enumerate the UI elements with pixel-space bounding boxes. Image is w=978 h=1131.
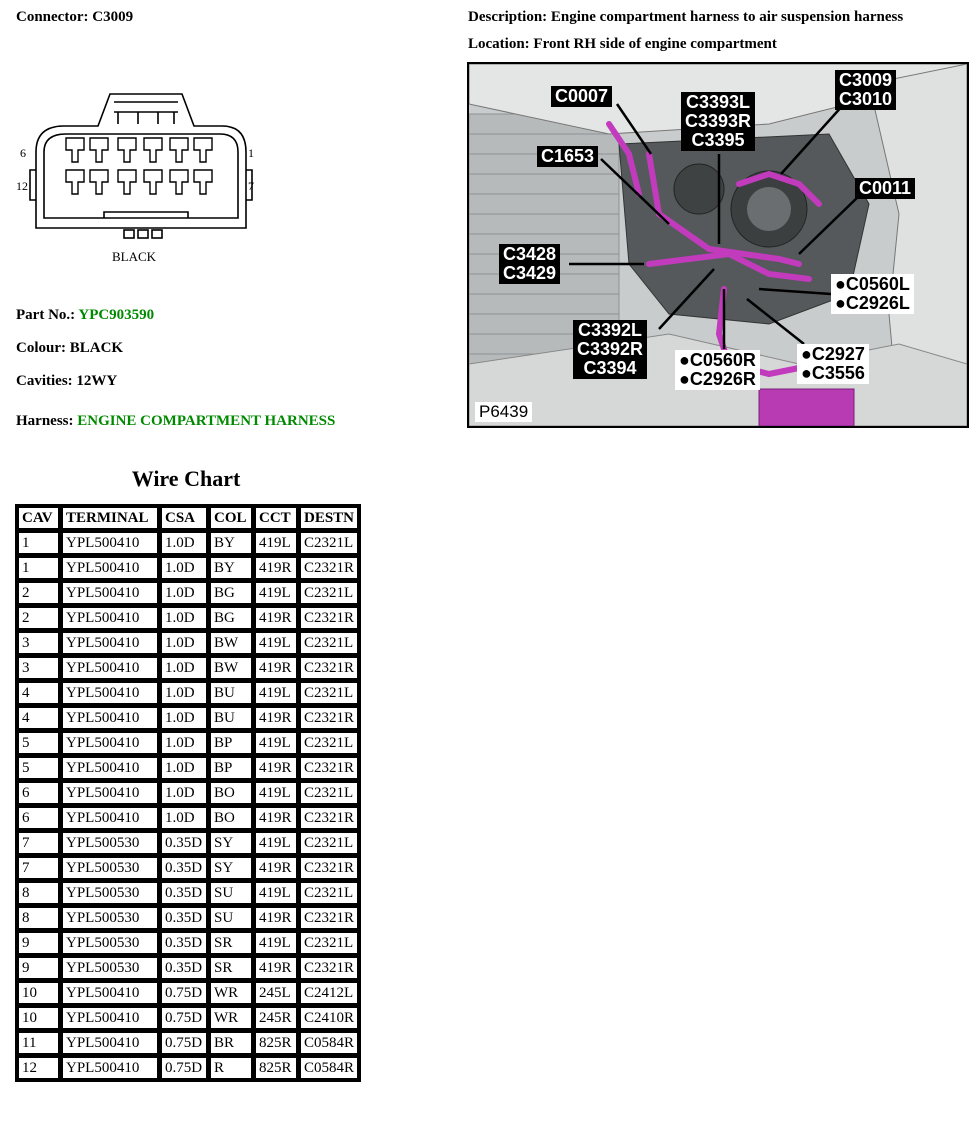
table-row <box>18 882 358 904</box>
table-row <box>18 782 358 804</box>
table-cell-destn: C2412L <box>300 982 358 1004</box>
table-cell-col: BU <box>210 682 252 704</box>
table-cell-terminal: YPL500410 <box>62 557 158 579</box>
table-cell-cav: 5 <box>18 757 59 779</box>
table-cell-cav: 7 <box>18 857 59 879</box>
table-cell-terminal: YPL500410 <box>62 707 158 729</box>
table-cell-destn: C2321R <box>300 557 358 579</box>
table-row <box>18 582 358 604</box>
table-row <box>18 832 358 854</box>
table-cell-cav: 1 <box>18 557 59 579</box>
table-cell-col: R <box>210 1057 252 1079</box>
table-row <box>18 957 358 979</box>
table-cell-destn: C2410R <box>300 1007 358 1029</box>
header-terminal: TERMINAL <box>62 507 158 529</box>
table-cell-cct: 825R <box>255 1057 297 1079</box>
table-cell-terminal: YPL500410 <box>62 782 158 804</box>
location-line <box>468 36 777 53</box>
table-cell-col: SR <box>210 932 252 954</box>
table-cell-terminal: YPL500410 <box>62 657 158 679</box>
table-row <box>18 732 358 754</box>
table-cell-cav: 8 <box>18 907 59 929</box>
connector-face-drawing <box>14 90 254 270</box>
table-cell-cct: 419L <box>255 532 297 554</box>
table-cell-destn: C2321R <box>300 857 358 879</box>
table-cell-destn: C2321L <box>300 932 358 954</box>
table-cell-cct: 419L <box>255 832 297 854</box>
table-cell-col: BR <box>210 1032 252 1054</box>
table-cell-destn: C2321R <box>300 757 358 779</box>
wire-chart-title: Wire Chart <box>131 466 241 491</box>
table-cell-col: BG <box>210 582 252 604</box>
table-cell-cav: 9 <box>18 957 59 979</box>
table-cell-csa: 0.35D <box>161 832 207 854</box>
pin-label-6: 6 <box>20 146 26 160</box>
table-cell-cct: 419R <box>255 607 297 629</box>
callout-c0560r-group: ●C0560R ●C2926R <box>675 350 760 390</box>
table-cell-terminal: YPL500410 <box>62 532 158 554</box>
table-cell-terminal: YPL500530 <box>62 832 158 854</box>
table-row <box>18 982 358 1004</box>
part-number-line <box>16 307 154 324</box>
table-cell-cct: 419L <box>255 732 297 754</box>
table-cell-csa: 1.0D <box>161 757 207 779</box>
header-col: COL <box>210 507 252 529</box>
table-cell-cct: 419L <box>255 682 297 704</box>
table-cell-cav: 7 <box>18 832 59 854</box>
location-value: Front RH side of engine compartment <box>533 36 777 52</box>
table-cell-cav: 9 <box>18 932 59 954</box>
table-cell-csa: 1.0D <box>161 807 207 829</box>
table-cell-col: BP <box>210 757 252 779</box>
colour-value: BLACK <box>69 340 124 356</box>
table-cell-destn: C2321R <box>300 807 358 829</box>
table-cell-cav: 3 <box>18 657 59 679</box>
table-cell-cav: 4 <box>18 707 59 729</box>
colour-line <box>16 340 123 357</box>
table-cell-terminal: YPL500410 <box>62 632 158 654</box>
table-cell-col: SY <box>210 857 252 879</box>
table-cell-csa: 1.0D <box>161 557 207 579</box>
table-row <box>18 557 358 579</box>
location-label: Location: <box>468 36 530 52</box>
table-cell-cav: 5 <box>18 732 59 754</box>
table-cell-csa: 1.0D <box>161 782 207 804</box>
callout-c3392-group: C3392L C3392R C3394 <box>573 320 647 379</box>
table-row <box>18 682 358 704</box>
table-cell-cav: 2 <box>18 607 59 629</box>
table-row <box>18 707 358 729</box>
wire-chart-table <box>15 504 361 1082</box>
callout-c3428-group: C3428 C3429 <box>499 244 560 284</box>
table-cell-csa: 0.75D <box>161 1007 207 1029</box>
callout-c3009-group: C3009 C3010 <box>835 70 896 110</box>
table-cell-cct: 825R <box>255 1032 297 1054</box>
table-cell-cct: 419L <box>255 582 297 604</box>
table-cell-csa: 0.75D <box>161 982 207 1004</box>
table-cell-csa: 0.35D <box>161 957 207 979</box>
table-cell-col: WR <box>210 1007 252 1029</box>
table-cell-cct: 419L <box>255 882 297 904</box>
table-cell-terminal: YPL500410 <box>62 1057 158 1079</box>
table-cell-csa: 1.0D <box>161 532 207 554</box>
table-cell-destn: C2321L <box>300 832 358 854</box>
table-cell-cct: 245R <box>255 1007 297 1029</box>
table-cell-destn: C2321L <box>300 532 358 554</box>
table-cell-cct: 419R <box>255 807 297 829</box>
table-cell-terminal: YPL500410 <box>62 807 158 829</box>
table-cell-col: BO <box>210 807 252 829</box>
table-cell-terminal: YPL500530 <box>62 957 158 979</box>
table-cell-destn: C2321R <box>300 957 358 979</box>
table-cell-terminal: YPL500530 <box>62 882 158 904</box>
table-cell-col: BW <box>210 632 252 654</box>
figure-id: P6439 <box>475 402 532 422</box>
table-cell-csa: 1.0D <box>161 682 207 704</box>
table-cell-cav: 8 <box>18 882 59 904</box>
callout-c1653: C1653 <box>537 146 598 167</box>
table-cell-col: BO <box>210 782 252 804</box>
description-line <box>468 9 903 26</box>
table-cell-destn: C2321L <box>300 582 358 604</box>
table-cell-cct: 419R <box>255 557 297 579</box>
table-cell-destn: C2321R <box>300 607 358 629</box>
table-cell-cct: 419R <box>255 907 297 929</box>
table-row <box>18 857 358 879</box>
table-cell-destn: C2321L <box>300 732 358 754</box>
table-cell-csa: 1.0D <box>161 582 207 604</box>
table-row <box>18 1007 358 1029</box>
table-cell-csa: 0.75D <box>161 1057 207 1079</box>
callout-c0011: C0011 <box>855 178 915 199</box>
table-cell-col: BY <box>210 557 252 579</box>
table-cell-csa: 0.35D <box>161 857 207 879</box>
callout-c2927-group: ●C2927 ●C3556 <box>797 344 869 384</box>
table-cell-destn: C2321L <box>300 632 358 654</box>
header-csa: CSA <box>161 507 207 529</box>
table-cell-terminal: YPL500410 <box>62 732 158 754</box>
table-cell-csa: 1.0D <box>161 732 207 754</box>
table-cell-col: SY <box>210 832 252 854</box>
wire-chart-header-row <box>18 507 358 529</box>
table-row <box>18 807 358 829</box>
table-cell-destn: C0584R <box>300 1032 358 1054</box>
table-cell-col: BY <box>210 532 252 554</box>
table-cell-csa: 1.0D <box>161 707 207 729</box>
table-cell-csa: 1.0D <box>161 657 207 679</box>
pin-label-7: 7 <box>248 179 254 193</box>
callout-c0560l-group: ●C0560L ●C2926L <box>831 274 914 314</box>
description-label: Description: <box>468 9 548 25</box>
connector-label: Connector: C3009 <box>16 9 134 25</box>
table-row <box>18 607 358 629</box>
table-cell-csa: 1.0D <box>161 607 207 629</box>
table-cell-cav: 2 <box>18 582 59 604</box>
table-cell-destn: C2321R <box>300 657 358 679</box>
table-cell-cav: 6 <box>18 807 59 829</box>
table-cell-cav: 11 <box>18 1032 59 1054</box>
location-photo <box>467 62 969 428</box>
table-cell-csa: 0.35D <box>161 907 207 929</box>
table-cell-csa: 0.75D <box>161 1032 207 1054</box>
table-cell-cct: 419L <box>255 932 297 954</box>
table-cell-cav: 12 <box>18 1057 59 1079</box>
table-cell-cav: 1 <box>18 532 59 554</box>
table-cell-destn: C2321L <box>300 682 358 704</box>
table-cell-terminal: YPL500530 <box>62 857 158 879</box>
pin-label-12: 12 <box>16 179 28 193</box>
callout-c0007: C0007 <box>551 86 612 107</box>
part-number-link[interactable]: YPC903590 <box>78 307 155 323</box>
table-cell-terminal: YPL500410 <box>62 607 158 629</box>
part-number-label: Part No.: <box>16 307 76 323</box>
table-cell-cav: 4 <box>18 682 59 704</box>
header-destn: DESTN <box>300 507 358 529</box>
table-cell-cct: 419R <box>255 757 297 779</box>
table-cell-terminal: YPL500410 <box>62 982 158 1004</box>
table-row <box>18 907 358 929</box>
table-cell-cav: 10 <box>18 982 59 1004</box>
table-cell-cct: 419L <box>255 782 297 804</box>
harness-link[interactable]: ENGINE COMPARTMENT HARNESS <box>77 413 336 429</box>
table-cell-terminal: YPL500410 <box>62 757 158 779</box>
table-cell-cct: 419R <box>255 707 297 729</box>
cavities-value: 12WY <box>76 373 118 389</box>
table-cell-destn: C2321L <box>300 882 358 904</box>
table-cell-cct: 419R <box>255 857 297 879</box>
table-row <box>18 757 358 779</box>
table-cell-cav: 10 <box>18 1007 59 1029</box>
table-row <box>18 932 358 954</box>
table-row <box>18 1057 358 1079</box>
table-cell-terminal: YPL500410 <box>62 1032 158 1054</box>
callout-c3393-group: C3393L C3393R C3395 <box>681 92 755 151</box>
table-row <box>18 657 358 679</box>
colour-label: Colour: <box>16 340 66 356</box>
table-cell-col: BW <box>210 657 252 679</box>
table-cell-cct: 419L <box>255 632 297 654</box>
harness-line <box>16 413 335 430</box>
table-cell-col: BU <box>210 707 252 729</box>
table-cell-terminal: YPL500530 <box>62 907 158 929</box>
table-cell-col: WR <box>210 982 252 1004</box>
harness-label: Harness: <box>16 413 74 429</box>
table-cell-terminal: YPL500410 <box>62 682 158 704</box>
table-cell-col: SU <box>210 882 252 904</box>
table-cell-csa: 0.35D <box>161 882 207 904</box>
description-value: Engine compartment harness to air suspension harness <box>550 9 904 25</box>
cavities-label: Cavities: <box>16 373 73 389</box>
pin-label-1: 1 <box>248 146 254 160</box>
table-cell-csa: 1.0D <box>161 632 207 654</box>
table-cell-cav: 3 <box>18 632 59 654</box>
table-cell-col: SR <box>210 957 252 979</box>
table-cell-col: SU <box>210 907 252 929</box>
table-cell-csa: 0.35D <box>161 932 207 954</box>
table-row <box>18 632 358 654</box>
table-cell-terminal: YPL500530 <box>62 932 158 954</box>
table-cell-col: BP <box>210 732 252 754</box>
header-cav: CAV <box>18 507 59 529</box>
table-cell-terminal: YPL500410 <box>62 1007 158 1029</box>
table-cell-cct: 419R <box>255 657 297 679</box>
table-cell-destn: C2321R <box>300 707 358 729</box>
table-cell-cct: 245L <box>255 982 297 1004</box>
header-cct: CCT <box>255 507 297 529</box>
table-row <box>18 532 358 554</box>
table-cell-cct: 419R <box>255 957 297 979</box>
table-cell-destn: C2321L <box>300 782 358 804</box>
cavities-line <box>16 373 117 390</box>
table-row <box>18 1032 358 1054</box>
table-cell-col: BG <box>210 607 252 629</box>
table-cell-cav: 6 <box>18 782 59 804</box>
table-cell-terminal: YPL500410 <box>62 582 158 604</box>
table-cell-destn: C2321R <box>300 907 358 929</box>
connector-colour-caption: BLACK <box>112 249 157 264</box>
table-cell-destn: C0584R <box>300 1057 358 1079</box>
wire-chart-body <box>18 532 358 1079</box>
